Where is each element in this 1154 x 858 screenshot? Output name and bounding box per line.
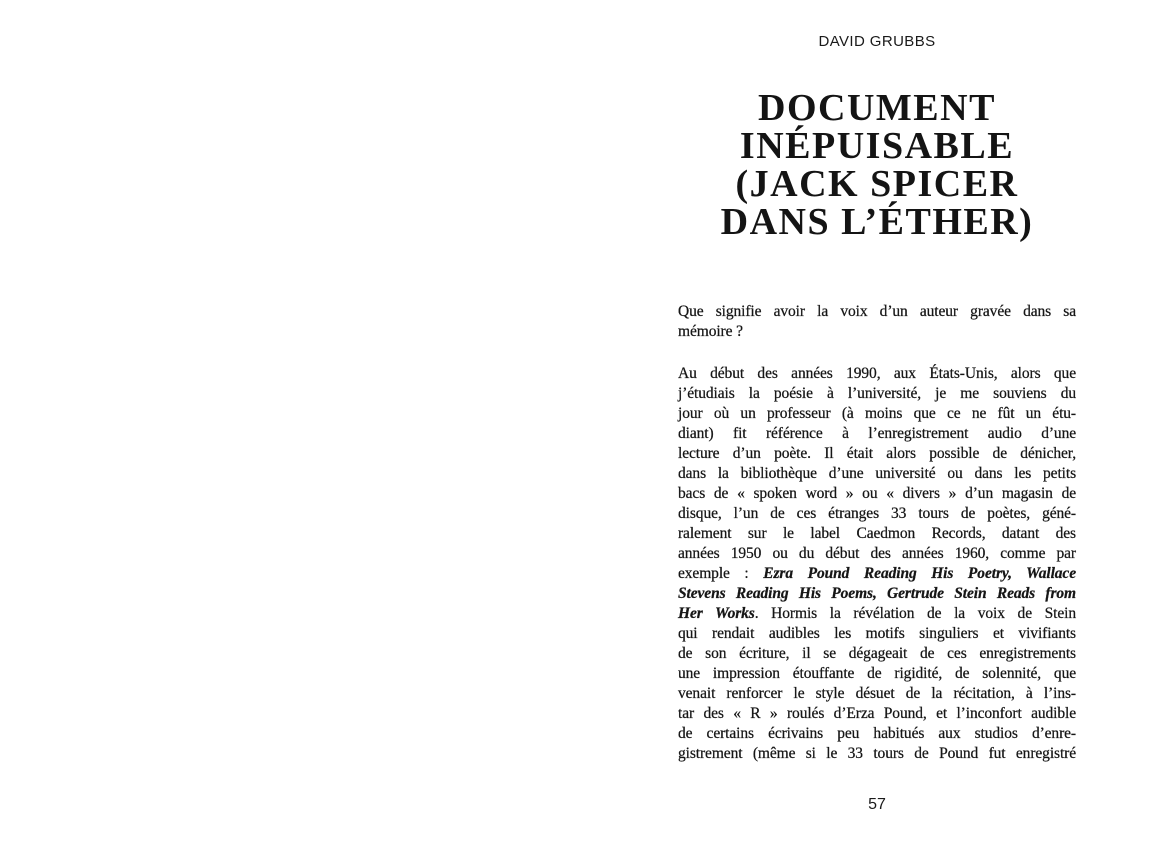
page-number: 57 <box>868 796 886 813</box>
text-segment: années 1950 ou du début des années 1960, comme par <box>678 545 1076 562</box>
body-line <box>678 744 1076 764</box>
body-line <box>678 644 1076 664</box>
body-line <box>678 444 1076 464</box>
text-segment: lecture d’un poète. Il était alors possible de dénicher, <box>678 445 1076 462</box>
text-segment: mémoire ? <box>678 323 743 340</box>
text-segment: une impression étouffante de rigidité, de solennité, que <box>678 665 1076 682</box>
text-segment: qui rendait audibles les motifs singuliers et vivifiants <box>678 625 1076 642</box>
body-line <box>678 484 1076 504</box>
text-segment: disque, l’un de ces étranges 33 tours de poètes, géné- <box>678 505 1076 522</box>
text-segment: Au début des années 1990, aux États-Unis, alors que <box>678 365 1076 382</box>
body-line <box>678 604 1076 624</box>
italic-text-segment: Stevens Reading His Poems, Gertrude Stein Reads from <box>678 585 1076 602</box>
paragraph <box>678 302 1076 342</box>
body-line <box>678 724 1076 744</box>
text-segment: ralement sur le label Caedmon Records, datant des <box>678 525 1076 542</box>
text-segment: diant) fit référence à l’enregistrement audio d’une <box>678 425 1076 442</box>
body-line <box>678 684 1076 704</box>
body-text <box>678 302 1076 764</box>
text-segment: bacs de « spoken word » ou « divers » d’un magasin de <box>678 485 1076 502</box>
italic-text-segment: Ezra Pound Reading His Poetry, Wallace <box>763 565 1076 582</box>
title-line-1: DOCUMENT <box>758 87 996 129</box>
author-header: DAVID GRUBBS <box>818 33 936 50</box>
body-line <box>678 364 1076 384</box>
title-line-4: DANS L’ÉTHER) <box>720 201 1034 243</box>
body-line <box>678 404 1076 424</box>
title-line-2: INÉPUISABLE <box>739 125 1015 167</box>
text-segment: jour où un professeur (à moins que ce ne fût un étu- <box>678 405 1076 422</box>
body-line <box>678 322 1076 342</box>
body-line <box>678 704 1076 724</box>
body-line <box>678 302 1076 322</box>
body-line <box>678 384 1076 404</box>
text-segment: venait renforcer le style désuet de la récitation, à l’ins- <box>678 685 1076 702</box>
italic-text-segment: Her Works <box>678 605 755 622</box>
body-line <box>678 424 1076 444</box>
body-line <box>678 524 1076 544</box>
paragraph <box>678 364 1076 764</box>
body-line <box>678 544 1076 564</box>
body-line <box>678 664 1076 684</box>
article-title <box>658 89 1096 241</box>
text-segment: exemple : <box>678 565 764 582</box>
text-segment: Que signifie avoir la voix d’un auteur gravée dans sa <box>678 303 1076 320</box>
text-segment: tar des « R » roulés d’Erza Pound, et l’inconfort audible <box>678 705 1076 722</box>
text-segment: de son écriture, il se dégageait de ces enregistrements <box>678 645 1076 662</box>
body-line <box>678 624 1076 644</box>
title-line-3: (JACK SPICER <box>735 163 1019 205</box>
body-line <box>678 564 1076 584</box>
body-line <box>678 464 1076 484</box>
text-segment: de certains écrivains peu habitués aux studios d’enre- <box>678 725 1076 742</box>
text-segment: gistrement (même si le 33 tours de Pound fut enregistré <box>678 745 1076 762</box>
body-line <box>678 584 1076 604</box>
text-segment: j’étudiais la poésie à l’université, je me souviens du <box>678 385 1076 402</box>
body-line <box>678 504 1076 524</box>
text-segment: . Hormis la révélation de la voix de Stein <box>754 605 1077 622</box>
text-segment: dans la bibliothèque d’une université ou dans les petits <box>678 465 1076 482</box>
